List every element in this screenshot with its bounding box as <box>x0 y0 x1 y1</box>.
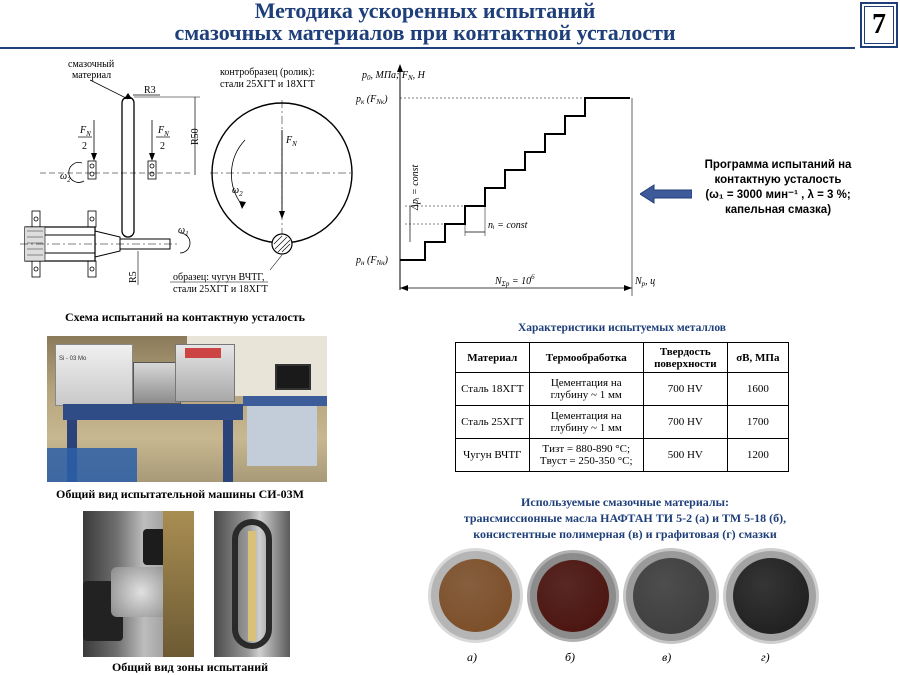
zone-photo-1 <box>83 511 194 657</box>
pk-label: $p_к$ $(F_{Nк})$ <box>356 94 388 106</box>
jar-b-fill <box>537 560 609 632</box>
omega2-left: $\omega_2$ <box>60 171 71 184</box>
counter-label-2: стали 25ХГТ и 18ХГТ <box>220 79 315 90</box>
cell-strength: 1700 <box>727 406 788 439</box>
r5-label: R5 <box>128 271 139 283</box>
r50-label: R50 <box>190 128 201 145</box>
header-material: Материал <box>456 343 530 373</box>
n-const-label: nᵢ = const <box>488 220 528 231</box>
counter-label-1: контробразец (ролик): <box>220 67 315 78</box>
cell-treatment: Цементация на глубину ~ 1 мм <box>529 373 643 406</box>
jar-a <box>428 548 523 643</box>
np-label: $N_р$, ц <box>635 276 656 288</box>
program-note-line4: капельная смазка) <box>724 204 832 216</box>
cell-treatment: Цементация на глубину ~ 1 мм <box>529 406 643 439</box>
program-note-line3: (ω₁ = 3000 мин⁻¹ , λ = 3 %; <box>705 189 851 201</box>
jar-d <box>723 548 819 644</box>
lubricants-caption-line1: Используемые смазочные материалы: <box>521 495 729 509</box>
two-right: 2 <box>160 141 165 152</box>
table-row <box>456 406 789 439</box>
slide-title <box>0 0 850 46</box>
zone-photo-2 <box>214 511 290 657</box>
cell-hardness: 700 HV <box>643 373 727 406</box>
header-treatment: Термообработка <box>529 343 643 373</box>
sample-label-1: образец: чугун ВЧТГ, <box>173 272 265 283</box>
lubricant-label-2: материал <box>72 70 112 81</box>
table-row <box>456 439 789 472</box>
fn-center: $F_N$ <box>286 135 297 148</box>
lubricants-caption-line3: консистентные полимерная (в) и графитовая (г) смазки <box>473 527 777 541</box>
cell-treatment: Tизт = 880-890 °С; Tвуст = 250-350 °С; <box>529 439 643 472</box>
jar-label-b: б) <box>565 650 576 664</box>
program-note-line2: контактную усталость <box>714 174 842 186</box>
pn-label: $p_н$ $(F_{Nн})$ <box>356 255 388 267</box>
two-left: 2 <box>82 141 87 152</box>
jar-label-d: г) <box>761 650 770 664</box>
r3-label: R3 <box>144 85 156 96</box>
jar-c <box>623 548 719 644</box>
cell-material: Сталь 18ХГТ <box>456 373 530 406</box>
jar-c-fill <box>633 558 709 634</box>
program-note <box>688 158 868 218</box>
title-line-1: Методика ускоренных испытаний <box>254 0 596 23</box>
machine-caption: Общий вид испытательной машины СИ-03М <box>56 487 304 501</box>
cell-strength: 1600 <box>727 373 788 406</box>
delta-p-label: Δpᵢ = const <box>410 164 421 210</box>
machine-photo <box>47 336 327 482</box>
jar-a-fill <box>439 559 512 632</box>
device-label: Si - 03 Mo <box>59 356 87 362</box>
table-row <box>456 373 789 406</box>
fn-half-right: $F_N$ <box>158 125 169 138</box>
pointer-arrow-icon <box>640 183 692 205</box>
title-divider <box>0 47 855 49</box>
jar-d-fill <box>733 558 809 634</box>
n-sum-label: $N_{\Sigma р} = 10^6$ <box>495 273 535 288</box>
jar-label-a: а) <box>467 650 477 664</box>
title-line-2: смазочных материалов при контактной усталости <box>174 20 676 45</box>
jar-label-c: в) <box>662 650 672 664</box>
table-header-row <box>456 343 789 373</box>
omega1-label: $\omega_1$ <box>178 225 189 238</box>
jar-b <box>527 550 619 642</box>
test-program-graph <box>350 60 680 305</box>
cell-hardness: 500 HV <box>643 439 727 472</box>
cell-material: Чугун ВЧТГ <box>456 439 530 472</box>
table-title: Характеристики испытуемых металлов <box>517 322 727 334</box>
header-strength: σВ, МПа <box>727 343 788 373</box>
metals-table <box>455 342 789 472</box>
header-hardness: Твердость поверхности <box>643 343 727 373</box>
cell-strength: 1200 <box>727 439 788 472</box>
lubricants-caption-line2: трансмиссионные масла НАФТАН ТИ 5-2 (а) и ТМ 5-18 (б), <box>463 511 787 525</box>
test-scheme-drawing <box>20 55 360 300</box>
cell-material: Сталь 25ХГТ <box>456 406 530 439</box>
scheme-caption: Схема испытаний на контактную усталость <box>64 310 305 324</box>
zone-caption: Общий вид зоны испытаний <box>111 660 269 674</box>
graph-y-label: $p_0$, МПа; $F_N$, Н <box>362 70 425 82</box>
lubricant-label-1: смазочный <box>68 59 115 70</box>
cell-hardness: 700 HV <box>643 406 727 439</box>
program-note-line1: Программа испытаний на <box>704 159 852 171</box>
sample-label-2: стали 25ХГТ и 18ХГТ <box>173 284 268 295</box>
omega2-wheel: $\omega_2$ <box>232 185 243 198</box>
lubricants-caption <box>405 494 845 542</box>
fn-half-left: $F_N$ <box>80 125 91 138</box>
slide-number: 7 <box>860 2 898 48</box>
